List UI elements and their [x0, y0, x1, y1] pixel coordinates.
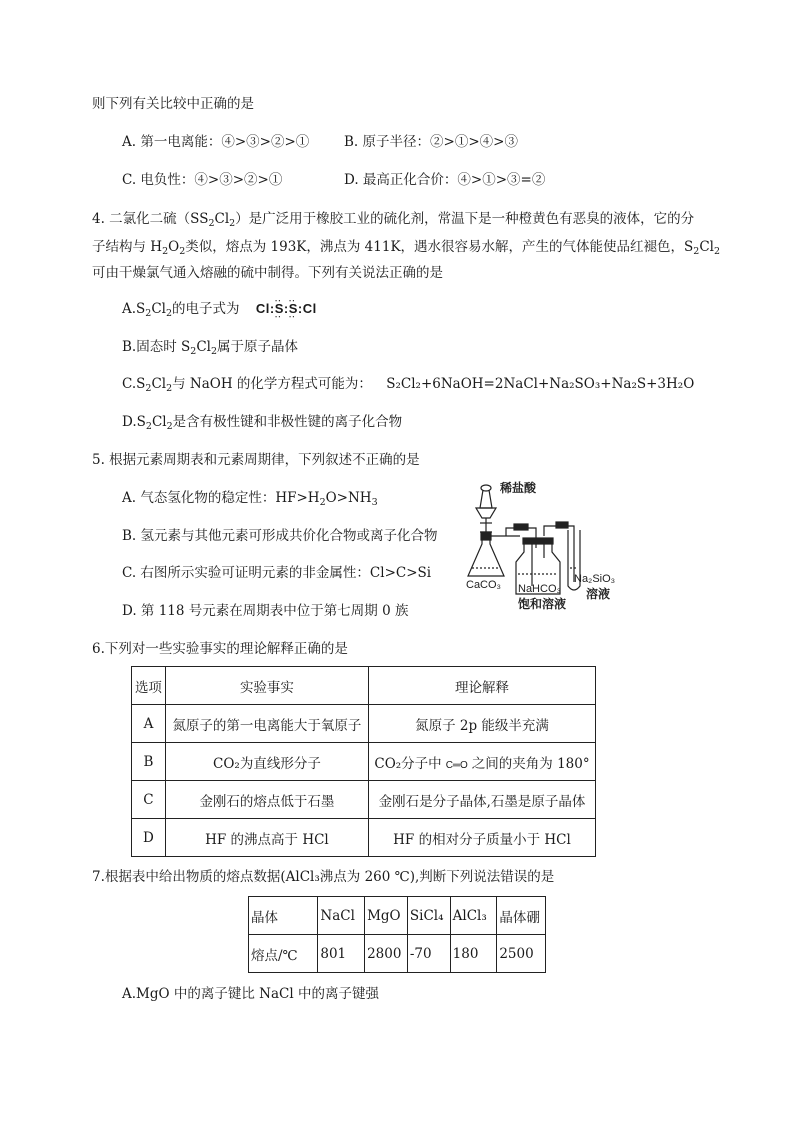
q4-stem-line1: 4. 二氯化二硫$(SS_2Cl_2)$是广泛用于橡胶工业的硫化剂，常温下是一种橙黄色有恶臭的液体，它的分 — [92, 211, 695, 229]
q5-option-d: D. 第 118 号元素在周期表中位于第七周期 0 族 — [122, 603, 409, 619]
explanation-cell: 氮原子 2p 能级半充满 — [368, 705, 595, 743]
explanation-cell: 金刚石是分子晶体,石墨是原子晶体 — [368, 781, 595, 819]
fact-cell: HF 的沸点高于 HCl — [165, 819, 368, 857]
header-cell: 理论解释 — [368, 667, 595, 705]
q5-stem: 5. 根据元素周期表和元素周期律，下列叙述不正确的是 — [92, 452, 420, 468]
data-cell: -70 — [407, 935, 450, 973]
fig-label-solution: 溶液 — [586, 587, 611, 601]
header-cell: 晶体 — [249, 897, 318, 935]
q5-option-b: B. 氢元素与其他元素可形成共价化合物或离子化合物 — [122, 528, 438, 544]
data-cell: 801 — [318, 935, 365, 973]
fig-label-caco3: CaCO₃ — [466, 579, 502, 591]
co-bond: C═O — [445, 759, 468, 771]
explanation-cell: HF 的相对分子质量小于 HCl — [368, 819, 595, 857]
table-header-row — [132, 667, 596, 705]
q7-option-a: A.MgO 中的离子键比 NaCl 中的离子键强 — [122, 986, 379, 1002]
table-row — [132, 781, 596, 819]
table-header-row — [249, 897, 546, 935]
explanation-cell: CO₂分子中 C═O 之间的夹角为 180° — [368, 743, 595, 781]
q3-option-b: B. 原子半径：②>①>④>③ — [344, 134, 518, 150]
fact-cell: 金刚石的熔点低于石墨 — [165, 781, 368, 819]
fig-label-saturated: 饱和溶液 — [518, 597, 567, 611]
data-cell: 2800 — [365, 935, 408, 973]
header-cell: MgO — [365, 897, 408, 935]
table-row — [132, 819, 596, 857]
q5-option-c: C. 右图所示实验可证明元素的非金属性：Cl>C>Si — [122, 565, 432, 581]
apparatus-figure — [462, 478, 634, 638]
electron-formula: Cl:: S ::: S ::Cl — [256, 301, 317, 316]
q4-option-a: $A.S_2Cl_2$的电子式为 Cl:: S ::: S ::Cl — [122, 300, 317, 318]
q4-option-d: $D.S_2Cl_2$是含有极性键和非极性键的离子化合物 — [122, 414, 403, 432]
header-cell: 选项 — [132, 667, 166, 705]
q3-option-c: C. 电负性：④>③>②>① — [122, 172, 283, 188]
header-cell: 晶体硼 — [497, 897, 546, 935]
q7-stem: 7.根据表中给出物质的熔点数据(AlCl₃沸点为 260 ℃),判断下列说法错误的是 — [92, 869, 555, 885]
fig-label-nahco3: NaHCO₃ — [518, 583, 561, 595]
data-cell: 180 — [450, 935, 497, 973]
fact-cell: CO₂为直线形分子 — [165, 743, 368, 781]
header-cell: SiCl₄ — [407, 897, 450, 935]
header-cell: NaCl — [318, 897, 365, 935]
header-cell: AlCl₃ — [450, 897, 497, 935]
table-row — [132, 743, 596, 781]
q4-option-b: B.固态时 $S_2Cl_2$属于原子晶体 — [122, 339, 299, 357]
q3-stem: 则下列有关比较中正确的是 — [92, 96, 254, 112]
option-cell: A — [132, 705, 166, 743]
option-cell: B — [132, 743, 166, 781]
q3-option-d: D. 最高正化合价：④>①>③=② — [344, 172, 546, 188]
q6-table — [131, 666, 596, 857]
option-cell: C — [132, 781, 166, 819]
fact-cell: 氮原子的第一电离能大于氧原子 — [165, 705, 368, 743]
fig-label-nasio3: Na₂SiO₃ — [574, 573, 616, 585]
q5-option-a: A. 气态氢化物的稳定性：$HF>H_2O>NH_3$ — [122, 490, 378, 508]
table-row — [132, 705, 596, 743]
q4-stem-line2: 子结构与 $H_2O_2$类似，熔点为 193K，沸点为 411K，遇水很容易水解，产生的气体能使品红褪色，$S_2Cl_2$ — [92, 239, 721, 257]
q4-stem-line3: 可由干燥氯气通入熔融的硫中制得。下列有关说法正确的是 — [92, 265, 443, 281]
table-row — [249, 935, 546, 973]
fig-label-acid: 稀盐酸 — [500, 481, 537, 495]
q6-stem: 6.下列对一些实验事实的理论解释正确的是 — [92, 641, 348, 657]
q4-option-c: $C.S_2Cl_2$与 NaOH 的化学方程式可能为： S₂Cl₂+6NaOH=2NaCl+Na₂SO₃+Na₂S+3H₂O — [122, 376, 695, 394]
data-cell: 熔点/℃ — [249, 935, 318, 973]
header-cell: 实验事实 — [165, 667, 368, 705]
q3-option-a: A. 第一电离能：④>③>②>① — [122, 134, 310, 150]
option-cell: D — [132, 819, 166, 857]
q7-table — [248, 896, 546, 973]
data-cell: 2500 — [497, 935, 546, 973]
q4-c-equation: S₂Cl₂+6NaOH=2NaCl+Na₂SO₃+Na₂S+3H₂O — [386, 376, 695, 392]
